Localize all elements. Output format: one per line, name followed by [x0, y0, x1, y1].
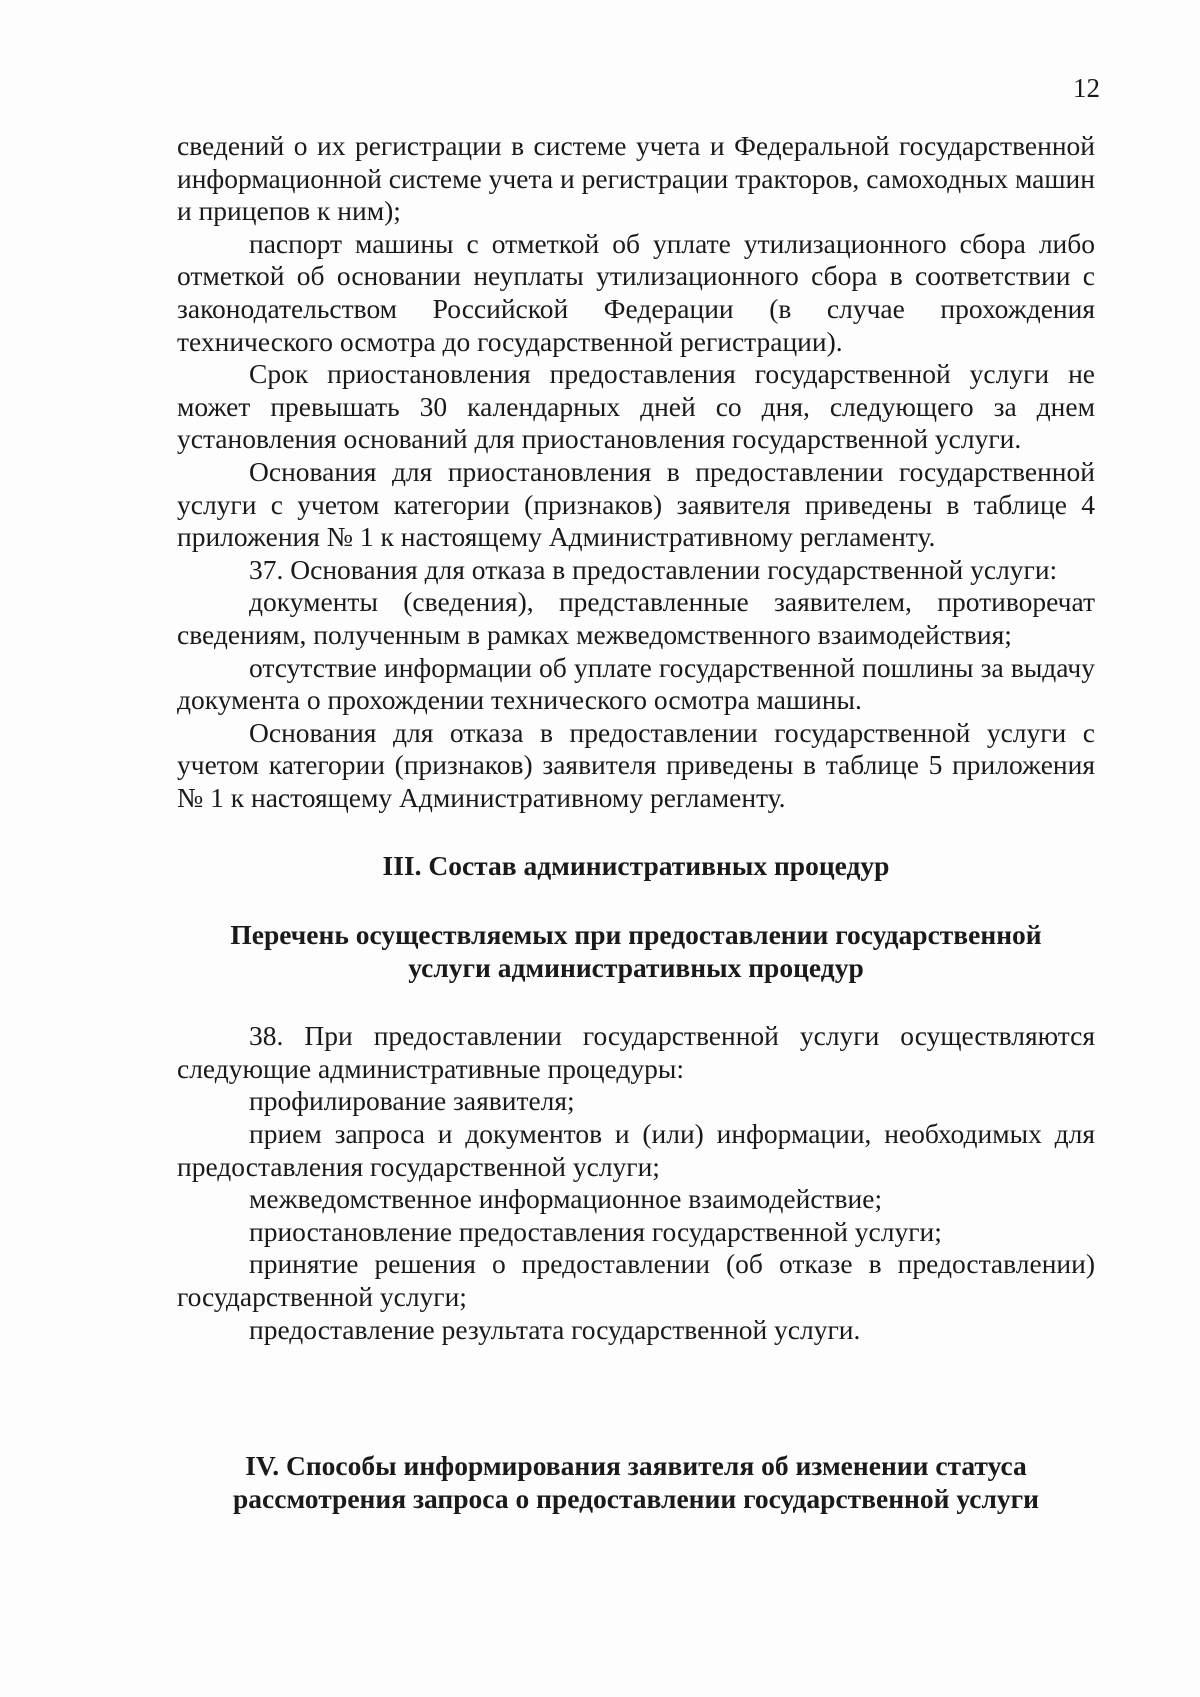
subsection-heading	[177, 919, 1095, 984]
document-body	[177, 130, 1095, 1515]
section-heading-iii: III. Состав административных процедур	[382, 850, 890, 882]
subsection-heading-line: Перечень осуществляемых при предоставлении государственной	[230, 919, 1042, 951]
list-item: прием запроса и документов и (или) информации, необходимых для предоставления государственной услуги;	[177, 1118, 1095, 1182]
spacer	[177, 984, 1095, 1020]
paragraph: 38. При предоставлении государственной услуги осуществляются следующие административные процедуры:	[177, 1020, 1095, 1084]
list-item: предоставление результата государственной услуги.	[249, 1313, 861, 1345]
paragraph: паспорт машины с отметкой об уплате утилизационного сбора либо отметкой об основании неуплаты утилизационного сбора в соответствии с законодательством Российской Федерации (в случае прохождения технического осмотра до государственной регистрации).	[177, 227, 1095, 357]
section-heading-line: рассмотрения запроса о предоставлении государственной услуги	[232, 1482, 1039, 1514]
paragraph: отсутствие информации об уплате государственной пошлины за выдачу документа о прохождении технического осмотра машины.	[177, 651, 1095, 716]
subsection-heading-line: услуги административных процедур	[408, 951, 864, 983]
list-item: профилирование заявителя;	[249, 1085, 575, 1117]
section-heading-line: IV. Способы информирования заявителя об изменении статуса	[245, 1450, 1027, 1482]
paragraph: 37. Основания для отказа в предоставлении государственной услуги:	[249, 553, 1058, 585]
paragraph: документы (сведения), представленные заявителем, противоречат сведениям, полученным в рамках межведомственного взаимодействия;	[177, 586, 1095, 650]
list-item: межведомственное информационное взаимодействие;	[249, 1183, 883, 1215]
paragraph: Основания для отказа в предоставлении государственной услуги с учетом категории (признаков) заявителя приведены в таблице 5 приложения № 1 к настоящему Административному регламенту.	[177, 716, 1095, 813]
spacer	[177, 814, 1095, 850]
paragraph: Срок приостановления предоставления государственной услуги не может превышать 30 календарных дней со дня, следующего за днем установления оснований для приостановления государственной услуги.	[177, 358, 1095, 455]
spacer	[177, 883, 1095, 919]
spacer	[177, 1346, 1095, 1450]
paragraph: сведений о их регистрации в системе учета и Федеральной государственной информационной системе учета и регистрации тракторов, самоходных машин и прицепов к ним);	[177, 130, 1095, 227]
section-heading-iv	[177, 1450, 1095, 1515]
list-item: принятие решения о предоставлении (об отказе в предоставлении) государственной услуги;	[177, 1248, 1095, 1312]
paragraph: Основания для приостановления в предоставлении государственной услуги с учетом категории (признаков) заявителя приведены в таблице 4 приложения № 1 к настоящему Административному регламенту.	[177, 455, 1095, 553]
list-item: приостановление предоставления государственной услуги;	[249, 1215, 942, 1247]
page-number: 12	[1073, 73, 1100, 103]
